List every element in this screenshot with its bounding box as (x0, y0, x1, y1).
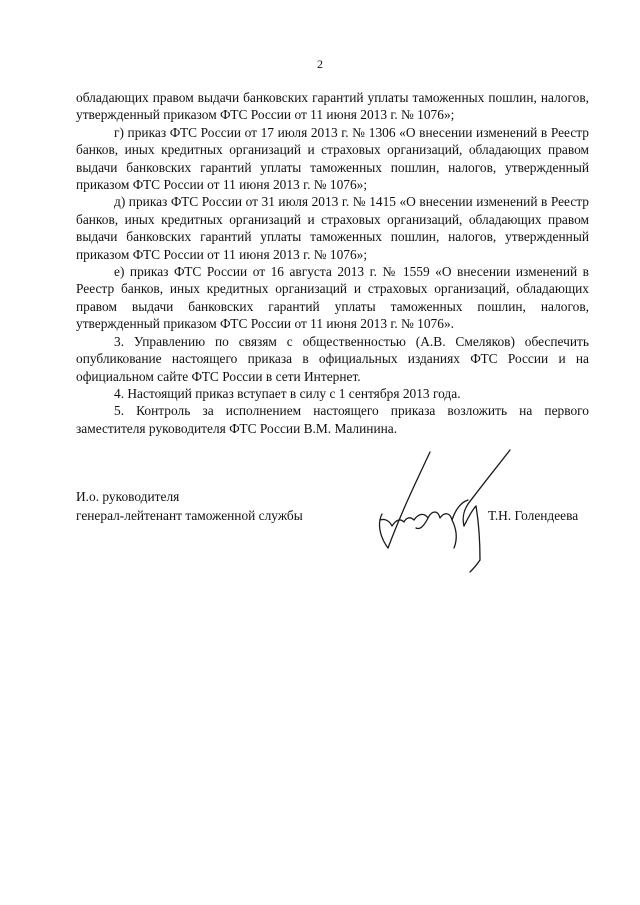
page-number: 2 (317, 57, 323, 71)
signatory-title (76, 487, 303, 525)
signatory-title-line-2: генерал-лейтенант таможенной службы (76, 508, 303, 523)
paragraph-3-publication: 3. Управлению по связям с общественностью (А.В. Смеляков) обеспечить опубликование настоящего приказа в официальных изданиях ФТС России и на официальном сайте ФТС России в сети Интернет. (76, 333, 589, 384)
paragraph-5-control: 5. Контроль за исполнением настоящего приказа возложить на первого заместителя руководителя ФТС России В.М. Малинина. (76, 403, 589, 436)
paragraph-item-e: е) приказ ФТС России от 16 августа 2013 г. № 1559 «О внесении изменений в Реестр банков, иных кредитных организаций и страховых организаций, обладающих правом выдачи банковских гарантий уплаты таможенных пошлин, налогов, утвержденный приказом ФТС России от 11 июня 2013 г. № 1076». (76, 264, 589, 332)
signatory-title-line-1: И.о. руководителя (76, 489, 180, 504)
document-body (76, 89, 589, 437)
paragraph-item-d: д) приказ ФТС России от 31 июля 2013 г. № 1415 «О внесении изменений в Реестр банков, иных кредитных организаций и страховых организаций, обладающих правом выдачи банковских гарантий уплаты таможенных пошлин, налогов, утвержденный приказом ФТС России от 11 июня 2013 г. № 1076»; (76, 194, 589, 262)
signatory-name: Т.Н. Голендеева (488, 508, 579, 523)
paragraph-item-g: г) приказ ФТС России от 17 июля 2013 г. № 1306 «О внесении изменений в Реестр банков, иных кредитных организаций и страховых организаций, обладающих правом выдачи банковских гарантий уплаты таможенных пошлин, налогов, утвержденный приказом ФТС России от 11 июня 2013 г. № 1076»; (76, 124, 589, 193)
paragraph-4-effective-date: 4. Настоящий приказ вступает в силу с 1 сентября 2013 года. (114, 385, 461, 401)
paragraph-continuation: обладающих правом выдачи банковских гарантий уплаты таможенных пошлин, налогов, утвержденный приказом ФТС России от 11 июня 2013 г. № 1076»; (76, 90, 589, 123)
